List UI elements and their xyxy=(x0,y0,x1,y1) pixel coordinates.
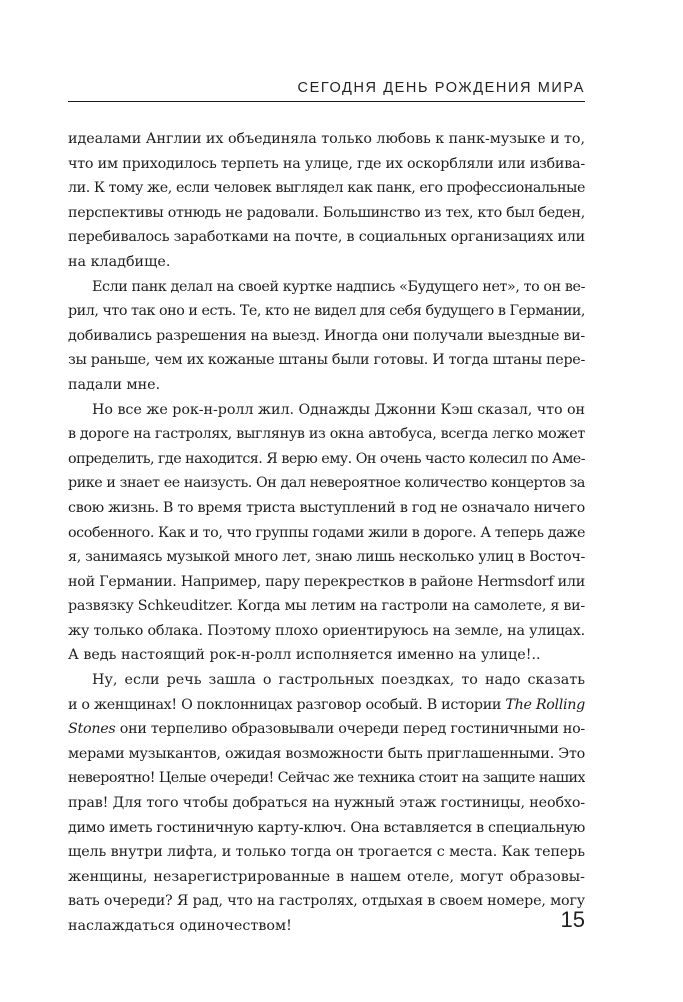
text-line xyxy=(68,717,585,742)
text-line: димо иметь гостиничную карту-ключ. Она вставляется в специальную xyxy=(68,819,585,836)
text-line: мерами музыкантов, ожидая возможности быть приглашенными. Это xyxy=(68,745,585,762)
text-line: рике и знает ее наизусть. Он дал невероятное количество концертов за xyxy=(68,475,585,492)
text-line: особенного. Как и то, что группы годами жили в дороге. А теперь даже xyxy=(68,524,585,541)
text-line: в дороге на гастролях, выглянув из окна автобуса, всегда легко может xyxy=(68,426,585,443)
text-line: щель внутри лифта, и только тогда он трогается с места. Как теперь xyxy=(68,844,585,861)
band-name: Stones xyxy=(68,721,116,738)
paragraph xyxy=(68,275,585,398)
text-line: падали мне. xyxy=(68,376,161,393)
paragraph xyxy=(68,668,585,939)
text-line: перебивалось заработками на почте, в социальных организациях или xyxy=(68,229,585,246)
running-head: СЕГОДНЯ ДЕНЬ РОЖДЕНИЯ МИРА xyxy=(297,80,585,96)
text-line xyxy=(68,693,585,718)
text-line: ли. К тому же, если человек выглядел как панк, его профессиональные xyxy=(68,180,585,197)
text-line: на кладбище. xyxy=(68,253,171,270)
text-line: А ведь настоящий рок-н-ролл исполняется именно на улице!.. xyxy=(68,647,541,664)
text-line: я, занимаясь музыкой много лет, знаю лишь несколько улиц в Восточ- xyxy=(68,549,585,566)
text-line: жу только облака. Поэтому плохо ориентируюсь на земле, на улицах. xyxy=(68,622,585,639)
text-line: идеалами Англии их объединяла только любовь к панк-музыке и то, xyxy=(68,131,585,147)
text-line: невероятно! Целые очереди! Сейчас же техника стоит на защите наших xyxy=(68,770,585,787)
text-line: добивались разрешения на выезд. Иногда они получали выездные ви- xyxy=(68,327,585,344)
text-line: женщины, незарегистрированные в нашем отеле, могут образовы- xyxy=(68,868,585,885)
text-line: зы раньше, чем их кожаные штаны были готовы. И тогда штаны пере- xyxy=(68,352,585,369)
band-name: The Rolling xyxy=(505,696,585,713)
text-line: прав! Для того чтобы добраться на нужный этаж гостиницы, необхо- xyxy=(68,795,585,812)
text-line: рил, что так оно и есть. Те, кто не видел для себя будущего в Германии, xyxy=(68,303,585,320)
text-line: Но все же рок-н-ролл жил. Однажды Джонни Кэш сказал, что он xyxy=(92,401,585,418)
text-line: определить, где находится. Я верю ему. Он очень часто колесил по Аме- xyxy=(68,450,585,467)
header-rule xyxy=(68,101,585,102)
text-line: свою жизнь. В то время триста выступлений в год не означало ничего xyxy=(68,499,585,516)
text-line: Ну, если речь зашла о гастрольных поездках, то надо сказать xyxy=(92,672,585,689)
text-line: наслаждаться одиночеством! xyxy=(68,918,292,934)
text-line: перспективы отнюдь не радовали. Большинство из тех, кто был беден, xyxy=(68,204,585,221)
paragraph xyxy=(68,127,585,275)
text-run: они терпеливо образовывали очереди перед гостиничными но- xyxy=(115,721,585,738)
text-line: развязку Schkeuditzer. Когда мы летим на гастроли на самолете, я ви- xyxy=(68,598,585,615)
paragraph xyxy=(68,398,585,669)
text-line: Если панк делал на своей куртке надпись «Будущего нет», то он ве- xyxy=(92,278,585,295)
text-line: вать очереди? Я рад, что на гастролях, отдыхая в своем номере, могу xyxy=(68,893,585,910)
page-number: 15 xyxy=(560,907,585,932)
text-line: что им приходилось терпеть на улице, где их оскорбляли или избива- xyxy=(68,155,585,172)
text-run: и о женщинах! О поклонницах разговор особый. В истории xyxy=(68,696,506,713)
text-line: ной Германии. Например, пару перекрестков в районе Hermsdorf или xyxy=(68,573,585,590)
body-text xyxy=(68,127,585,939)
